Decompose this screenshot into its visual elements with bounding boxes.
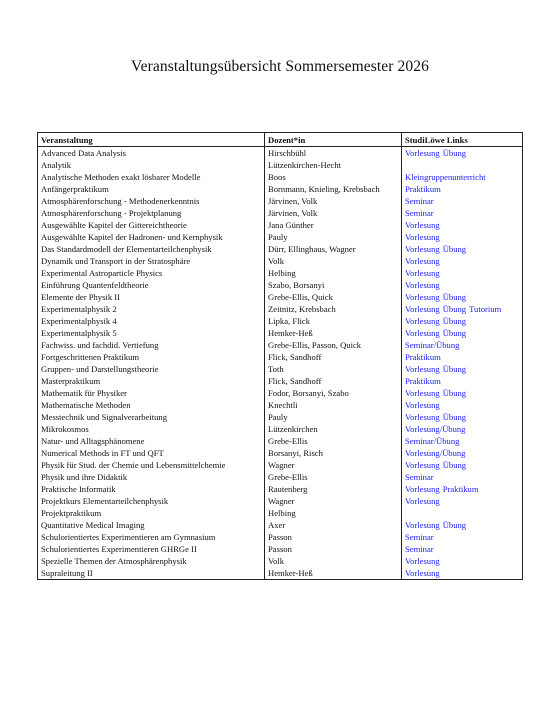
table-row <box>38 507 523 519</box>
studiloewe-link[interactable]: Übung <box>442 292 467 302</box>
studiloewe-link[interactable]: Vorlesung <box>405 148 440 158</box>
studiloewe-link[interactable]: Vorlesung <box>405 568 440 578</box>
studiloewe-link[interactable]: Vorlesung/Übung <box>405 424 466 434</box>
lecturer-name: Volk <box>265 555 402 567</box>
table-body <box>38 147 523 580</box>
studiloewe-link[interactable]: Vorlesung/Übung <box>405 448 466 458</box>
table-row <box>38 279 523 291</box>
studiloewe-link[interactable]: Übung <box>442 316 467 326</box>
lecturer-name: Wagner <box>265 495 402 507</box>
lecturer-name: Grebe-Ellis, Quick <box>265 291 402 303</box>
lecturer-name: Axer <box>265 519 402 531</box>
lecturer-name: Szabo, Borsanyi <box>265 279 402 291</box>
table-row <box>38 531 523 543</box>
lecturer-name: Knechtli <box>265 399 402 411</box>
course-name: Ausgewählte Kapitel der Hadronen- und Kernphysik <box>38 231 265 243</box>
table-row <box>38 567 523 580</box>
studiloewe-link[interactable]: Vorlesung <box>405 304 440 314</box>
lecturer-name: Helbing <box>265 267 402 279</box>
lecturer-name: Volk <box>265 255 402 267</box>
table-row <box>38 411 523 423</box>
course-name: Experimentalphysik 2 <box>38 303 265 315</box>
studiloewe-links <box>402 519 523 531</box>
course-name: Einführung Quantenfeldtheorie <box>38 279 265 291</box>
studiloewe-link[interactable]: Praktikum <box>405 352 441 362</box>
header-row <box>38 133 523 147</box>
studiloewe-links <box>402 423 523 435</box>
course-name: Natur- und Alltagsphänomene <box>38 435 265 447</box>
lecturer-name: Borsanyi, Risch <box>265 447 402 459</box>
lecturer-name: Pauly <box>265 231 402 243</box>
course-name: Schulorientiertes Experimentieren am Gymnasium <box>38 531 265 543</box>
studiloewe-links <box>402 387 523 399</box>
course-name: Experimentalphysik 4 <box>38 315 265 327</box>
course-name: Anfängerpraktikum <box>38 183 265 195</box>
table-row <box>38 291 523 303</box>
course-name: Fachwiss. und fachdid. Vertiefung <box>38 339 265 351</box>
lecturer-name: Järvinen, Volk <box>265 207 402 219</box>
table-row <box>38 267 523 279</box>
studiloewe-links <box>402 411 523 423</box>
studiloewe-links <box>402 243 523 255</box>
studiloewe-links <box>402 267 523 279</box>
studiloewe-links <box>402 375 523 387</box>
table-row <box>38 435 523 447</box>
lecturer-name: Lützenkirchen <box>265 423 402 435</box>
lecturer-name: Järvinen, Volk <box>265 195 402 207</box>
studiloewe-link[interactable]: Vorlesung <box>405 328 440 338</box>
studiloewe-link[interactable]: Vorlesung <box>405 412 440 422</box>
studiloewe-link[interactable]: Vorlesung <box>405 388 440 398</box>
table-header <box>38 133 523 147</box>
studiloewe-link[interactable]: Übung <box>442 304 467 314</box>
studiloewe-links <box>402 495 523 507</box>
studiloewe-link[interactable]: Praktikum <box>405 184 441 194</box>
table-row <box>38 255 523 267</box>
studiloewe-link[interactable]: Seminar <box>405 532 434 542</box>
course-name: Physik und ihre Didaktik <box>38 471 265 483</box>
course-name: Experimentalphysik 5 <box>38 327 265 339</box>
studiloewe-link[interactable]: Seminar <box>405 472 434 482</box>
table-row <box>38 195 523 207</box>
studiloewe-links <box>402 183 523 195</box>
table-row <box>38 471 523 483</box>
course-name: Messtechnik und Signalverarbeitung <box>38 411 265 423</box>
table-row <box>38 219 523 231</box>
table-row <box>38 399 523 411</box>
course-name: Schulorientiertes Experimentieren GHRGe II <box>38 543 265 555</box>
studiloewe-links <box>402 471 523 483</box>
table-row <box>38 327 523 339</box>
studiloewe-links <box>402 459 523 471</box>
lecturer-name: Dürr, Ellinghaus, Wagner <box>265 243 402 255</box>
course-name: Atmosphärenforschung - Methodenerkenntnis <box>38 195 265 207</box>
studiloewe-link[interactable]: Übung <box>442 244 467 254</box>
studiloewe-link[interactable]: Übung <box>442 460 467 470</box>
course-name: Atmosphärenforschung - Projektplanung <box>38 207 265 219</box>
studiloewe-link[interactable]: Übung <box>442 328 467 338</box>
course-name: Numerical Methods in FT und QFT <box>38 447 265 459</box>
studiloewe-link[interactable]: Vorlesung <box>405 244 440 254</box>
studiloewe-links <box>402 231 523 243</box>
course-name: Projektpraktikum <box>38 507 265 519</box>
studiloewe-links <box>402 399 523 411</box>
studiloewe-links <box>402 339 523 351</box>
lecturer-name: Wagner <box>265 459 402 471</box>
course-name: Projektkurs Elementarteilchenphysik <box>38 495 265 507</box>
table-row <box>38 555 523 567</box>
table-row <box>38 351 523 363</box>
table-row <box>38 519 523 531</box>
studiloewe-link[interactable]: Vorlesung <box>405 256 440 266</box>
studiloewe-link[interactable]: Praktikum <box>442 484 479 494</box>
header-lecturer: Dozent*in <box>265 133 402 147</box>
lecturer-name: Bornmann, Knieling, Krebsbach <box>265 183 402 195</box>
studiloewe-link[interactable]: Seminar <box>405 544 434 554</box>
lecturer-name: Zeitnitz, Krebsbach <box>265 303 402 315</box>
lecturer-name: Fodor, Borsanyi, Szabo <box>265 387 402 399</box>
studiloewe-link[interactable]: Vorlesung <box>405 292 440 302</box>
lecturer-name: Hemker-Heß <box>265 327 402 339</box>
table-row <box>38 207 523 219</box>
table-row <box>38 339 523 351</box>
course-name: Gruppen- und Darstellungstheorie <box>38 363 265 375</box>
lecturer-name: Boos <box>265 171 402 183</box>
table-row <box>38 315 523 327</box>
lecturer-name: Lipka, Flick <box>265 315 402 327</box>
lecturer-name: Rautenberg <box>265 483 402 495</box>
course-name: Fortgeschrittenen Praktikum <box>38 351 265 363</box>
table-row <box>38 243 523 255</box>
studiloewe-link[interactable]: Vorlesung <box>405 316 440 326</box>
studiloewe-links <box>402 351 523 363</box>
studiloewe-link[interactable]: Übung <box>442 148 467 158</box>
studiloewe-link[interactable]: Vorlesung <box>405 460 440 470</box>
studiloewe-link[interactable]: Seminar <box>405 208 434 218</box>
table-row <box>38 183 523 195</box>
course-name: Physik für Stud. der Chemie und Lebensmittelchemie <box>38 459 265 471</box>
studiloewe-links <box>402 327 523 339</box>
course-name: Spezielle Themen der Atmosphärenphysik <box>38 555 265 567</box>
lecturer-name: Lützenkirchen-Hecht <box>265 159 402 171</box>
course-name: Quantitative Medical Imaging <box>38 519 265 531</box>
studiloewe-link[interactable]: Übung <box>442 364 467 374</box>
studiloewe-link[interactable]: Vorlesung <box>405 556 440 566</box>
lecturer-name: Hemker-Heß <box>265 567 402 580</box>
studiloewe-links <box>402 507 523 519</box>
studiloewe-link[interactable]: Vorlesung <box>405 280 440 290</box>
studiloewe-link[interactable]: Übung <box>442 520 467 530</box>
studiloewe-link[interactable]: Vorlesung <box>405 232 440 242</box>
studiloewe-links <box>402 315 523 327</box>
studiloewe-link[interactable]: Vorlesung <box>405 520 440 530</box>
studiloewe-link[interactable]: Vorlesung <box>405 268 440 278</box>
studiloewe-links <box>402 279 523 291</box>
studiloewe-link[interactable]: Vorlesung <box>405 496 440 506</box>
studiloewe-link[interactable]: Vorlesung <box>405 484 440 494</box>
studiloewe-links <box>402 171 523 183</box>
studiloewe-link[interactable]: Seminar <box>405 196 434 206</box>
studiloewe-links <box>402 531 523 543</box>
lecturer-name: Hirschbühl <box>265 147 402 160</box>
course-name: Ausgewählte Kapitel der Gittereichtheorie <box>38 219 265 231</box>
studiloewe-link[interactable]: Kleingruppenunterricht <box>405 172 486 182</box>
studiloewe-links <box>402 435 523 447</box>
studiloewe-links <box>402 303 523 315</box>
table-row <box>38 231 523 243</box>
course-name: Advanced Data Analysis <box>38 147 265 160</box>
table-row <box>38 363 523 375</box>
studiloewe-links <box>402 195 523 207</box>
course-name: Masterpraktikum <box>38 375 265 387</box>
studiloewe-link[interactable]: Übung <box>442 388 467 398</box>
table-row <box>38 543 523 555</box>
header-course: Veranstaltung <box>38 133 265 147</box>
course-name: Experimental Astroparticle Physics <box>38 267 265 279</box>
studiloewe-links <box>402 567 523 580</box>
table-row <box>38 171 523 183</box>
studiloewe-link[interactable]: Übung <box>442 412 467 422</box>
course-name: Dynamik und Transport in der Stratosphäre <box>38 255 265 267</box>
lecturer-name: Grebe-Ellis, Passon, Quick <box>265 339 402 351</box>
table-row <box>38 387 523 399</box>
studiloewe-links <box>402 159 523 171</box>
studiloewe-links <box>402 291 523 303</box>
course-name: Supraleitung II <box>38 567 265 580</box>
studiloewe-links <box>402 147 523 160</box>
studiloewe-link[interactable]: Praktikum <box>405 376 441 386</box>
page-title: Veranstaltungsübersicht Sommersemester 2026 <box>131 58 429 75</box>
table-row <box>38 159 523 171</box>
lecturer-name: Flick, Sandhoff <box>265 351 402 363</box>
studiloewe-link[interactable]: Seminar/Übung <box>405 340 460 350</box>
lecturer-name: Grebe-Ellis <box>265 471 402 483</box>
course-name: Analytische Methoden exakt lösbarer Modelle <box>38 171 265 183</box>
lecturer-name: Flick, Sandhoff <box>265 375 402 387</box>
course-name: Das Standardmodell der Elementarteilchenphysik <box>38 243 265 255</box>
course-name: Praktische Informatik <box>38 483 265 495</box>
lecturer-name: Jana Günther <box>265 219 402 231</box>
lecturer-name: Helbing <box>265 507 402 519</box>
lecturer-name: Pauly <box>265 411 402 423</box>
studiloewe-link[interactable]: Vorlesung <box>405 220 440 230</box>
header-links: StudiLöwe Links <box>402 133 523 147</box>
table-row <box>38 495 523 507</box>
studiloewe-links <box>402 207 523 219</box>
studiloewe-links <box>402 447 523 459</box>
studiloewe-link[interactable]: Tutorium <box>469 304 502 314</box>
studiloewe-link[interactable]: Vorlesung <box>405 364 440 374</box>
table-row <box>38 375 523 387</box>
lecturer-name: Passon <box>265 543 402 555</box>
table-row <box>38 459 523 471</box>
course-table <box>37 132 523 580</box>
table-row <box>38 147 523 160</box>
table-row <box>38 423 523 435</box>
lecturer-name: Passon <box>265 531 402 543</box>
studiloewe-links <box>402 363 523 375</box>
studiloewe-links <box>402 543 523 555</box>
studiloewe-links <box>402 219 523 231</box>
studiloewe-link[interactable]: Seminar/Übung <box>405 436 460 446</box>
course-name: Mikrokosmos <box>38 423 265 435</box>
course-name: Elemente der Physik II <box>38 291 265 303</box>
lecturer-name: Grebe-Ellis <box>265 435 402 447</box>
table-row <box>38 483 523 495</box>
table-row <box>38 447 523 459</box>
studiloewe-links <box>402 555 523 567</box>
lecturer-name: Toth <box>265 363 402 375</box>
course-name: Mathematik für Physiker <box>38 387 265 399</box>
studiloewe-links <box>402 483 523 495</box>
course-name: Analytik <box>38 159 265 171</box>
studiloewe-link[interactable]: Vorlesung <box>405 400 440 410</box>
studiloewe-links <box>402 255 523 267</box>
table-row <box>38 303 523 315</box>
course-name: Mathematische Methoden <box>38 399 265 411</box>
